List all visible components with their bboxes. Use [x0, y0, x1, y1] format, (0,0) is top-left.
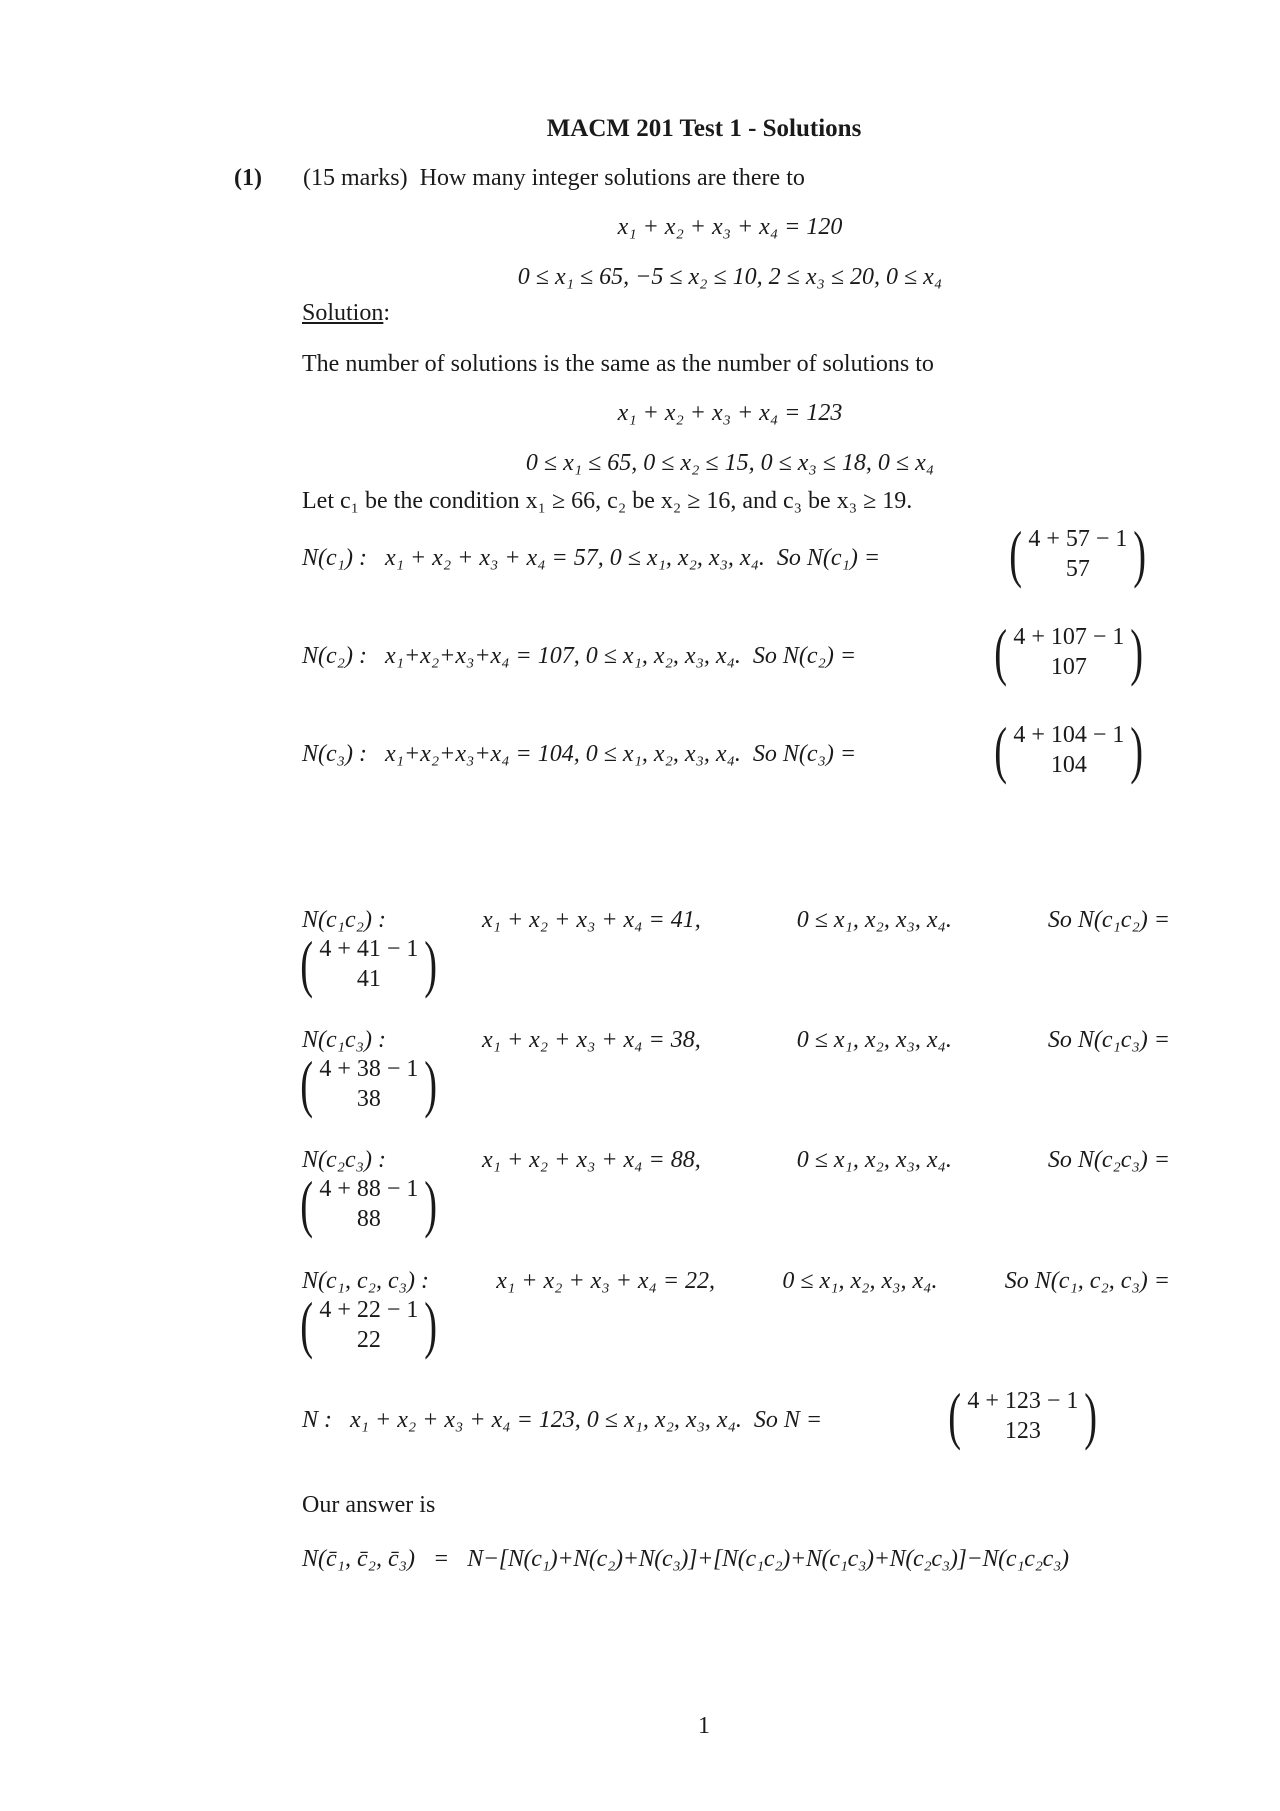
- binomial-top: 4 + 104 − 1: [1013, 722, 1125, 748]
- problem-marks: (15 marks): [303, 165, 408, 191]
- binomial-top: 4 + 22 − 1: [319, 1297, 419, 1323]
- constraints-transformed: 0 ≤ x₁ ≤ 65, 0 ≤ x₂ ≤ 15, 0 ≤ x₃ ≤ 18, 0 ≤ x₄: [525, 450, 935, 476]
- case-lhs: N(c₁) :: [302, 545, 367, 571]
- equation-original: x₁ + x₂ + x₃ + x₄ = 120: [617, 214, 843, 240]
- binomial-n-c1c2: [296, 928, 442, 999]
- problem-statement: [303, 163, 805, 193]
- binomial-bottom: 41: [356, 966, 381, 992]
- binomial-n-c2: [990, 616, 1148, 687]
- constraints-original: 0 ≤ x₁ ≤ 65, −5 ≤ x₂ ≤ 10, 2 ≤ x₃ ≤ 20, 0 ≤ x₄: [517, 264, 943, 290]
- case-so: So N(c₂c₃) =: [1047, 1147, 1170, 1173]
- answer-lhs: N(c̄₁, c̄₂, c̄₃): [302, 1546, 415, 1572]
- conditions-definition: Let c₁ be the condition x₁ ≥ 66, c₂ be x₂ ≥ 16, and c₃ be x₃ ≥ 19.: [302, 488, 913, 514]
- answer-formula: [302, 1544, 1069, 1574]
- solution-heading: [302, 298, 390, 328]
- case-so: So N(c₁) =: [776, 545, 881, 571]
- case-equation: x₁+x₂+x₃+x₄ = 104, 0 ≤ x₁, x₂, x₃, x₄.: [384, 741, 741, 767]
- answer-intro: Our answer is: [302, 1492, 436, 1518]
- case-equation: x₁ + x₂ + x₃ + x₄ = 22,: [496, 1268, 716, 1294]
- binomial-top: 4 + 88 − 1: [319, 1176, 419, 1202]
- left-paren: (: [994, 714, 1008, 785]
- right-paren: ): [424, 1289, 438, 1360]
- binomial-top: 4 + 38 − 1: [319, 1056, 419, 1082]
- binomial-top: 4 + 57 − 1: [1028, 526, 1128, 552]
- answer-equals: =: [432, 1546, 450, 1572]
- binomial-bottom: 104: [1050, 752, 1087, 778]
- case-lhs: N(c₁c₂) :: [302, 907, 386, 933]
- left-paren: (: [300, 1048, 314, 1119]
- case-lhs: N :: [302, 1407, 332, 1433]
- left-paren: (: [300, 928, 314, 999]
- binomial-n-c3: [990, 714, 1148, 785]
- right-paren: ): [424, 1048, 438, 1119]
- case-n-c1: [302, 543, 880, 573]
- case-so: So N(c₁c₃) =: [1047, 1027, 1170, 1053]
- page-number: 1: [698, 1713, 710, 1739]
- right-paren: ): [1084, 1380, 1098, 1451]
- problem-number: (1): [234, 165, 262, 191]
- binomial-top: 4 + 41 − 1: [319, 936, 419, 962]
- case-so: So N(c₂) =: [752, 643, 857, 669]
- binomial-bottom: 57: [1065, 556, 1090, 582]
- answer-rhs: N−[N(c₁)+N(c₂)+N(c₃)]+[N(c₁c₂)+N(c₁c₃)+N(c₂c₃)]−N(c₁c₂c₃): [467, 1546, 1069, 1572]
- case-so: So N =: [753, 1407, 823, 1433]
- right-paren: ): [424, 928, 438, 999]
- case-lhs: N(c₂c₃) :: [302, 1147, 386, 1173]
- case-lhs: N(c₂) :: [302, 643, 367, 669]
- case-n-total: [302, 1405, 822, 1435]
- page-title: MACM 201 Test 1 - Solutions: [546, 115, 862, 142]
- case-n-c3: [302, 739, 856, 769]
- case-so: So N(c₁c₂) =: [1047, 907, 1170, 933]
- case-equation: x₁ + x₂ + x₃ + x₄ = 57, 0 ≤ x₁, x₂, x₃, x₄.: [384, 545, 765, 571]
- binomial-bottom: 38: [356, 1086, 381, 1112]
- case-n-c2: [302, 641, 856, 671]
- left-paren: (: [1009, 518, 1023, 589]
- case-equation: x₁ + x₂ + x₃ + x₄ = 38,: [481, 1027, 701, 1053]
- binomial-n-c2c3: [296, 1168, 442, 1239]
- binomial-n-c1-c2-c3: [296, 1289, 442, 1360]
- solution-label: Solution: [302, 300, 384, 326]
- case-equation: x₁ + x₂ + x₃ + x₄ = 41,: [481, 907, 701, 933]
- left-paren: (: [948, 1380, 962, 1451]
- case-constraints: 0 ≤ x₁, x₂, x₃, x₄.: [796, 1147, 952, 1173]
- binomial-n-c1: [1005, 518, 1151, 589]
- case-lhs: N(c₁, c₂, c₃) :: [302, 1268, 429, 1294]
- right-paren: ): [1130, 616, 1144, 687]
- case-lhs: N(c₁c₃) :: [302, 1027, 386, 1053]
- left-paren: (: [300, 1168, 314, 1239]
- left-paren: (: [300, 1289, 314, 1360]
- right-paren: ): [424, 1168, 438, 1239]
- case-equation: x₁ + x₂ + x₃ + x₄ = 123, 0 ≤ x₁, x₂, x₃, x₄.: [350, 1407, 742, 1433]
- case-constraints: 0 ≤ x₁, x₂, x₃, x₄.: [796, 1027, 952, 1053]
- binomial-bottom: 88: [356, 1206, 381, 1232]
- case-constraints: 0 ≤ x₁, x₂, x₃, x₄.: [782, 1268, 938, 1294]
- binomial-bottom: 22: [356, 1327, 381, 1353]
- right-paren: ): [1130, 714, 1144, 785]
- binomial-top: 4 + 107 − 1: [1013, 624, 1125, 650]
- case-lhs: N(c₃) :: [302, 741, 367, 767]
- left-paren: (: [994, 616, 1008, 687]
- equation-transformed: x₁ + x₂ + x₃ + x₄ = 123: [617, 400, 843, 426]
- case-so: So N(c₃) =: [752, 741, 857, 767]
- solution-intro: The number of solutions is the same as the number of solutions to: [302, 351, 934, 377]
- case-equation: x₁+x₂+x₃+x₄ = 107, 0 ≤ x₁, x₂, x₃, x₄.: [384, 643, 741, 669]
- solution-colon: :: [383, 300, 391, 326]
- case-equation: x₁ + x₂ + x₃ + x₄ = 88,: [481, 1147, 701, 1173]
- case-constraints: 0 ≤ x₁, x₂, x₃, x₄.: [796, 907, 952, 933]
- binomial-n-c1c3: [296, 1048, 442, 1119]
- binomial-top: 4 + 123 − 1: [967, 1388, 1079, 1414]
- binomial-bottom: 107: [1050, 654, 1087, 680]
- binomial-bottom: 123: [1004, 1418, 1041, 1444]
- problem-question: How many integer solutions are there to: [419, 165, 805, 191]
- right-paren: ): [1133, 518, 1147, 589]
- binomial-n-total: [944, 1380, 1102, 1451]
- case-so: So N(c₁, c₂, c₃) =: [1004, 1268, 1170, 1294]
